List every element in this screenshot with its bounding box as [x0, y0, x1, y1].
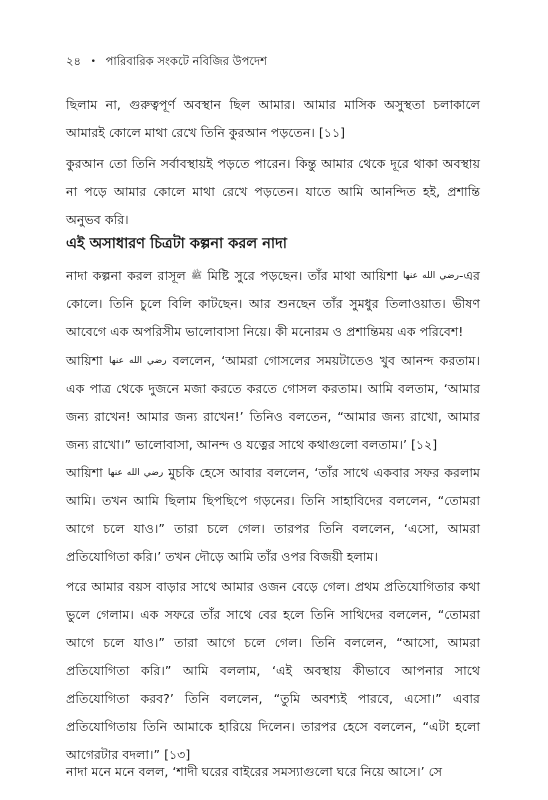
- book-page: [66, 0, 480, 800]
- paragraph-3: [66, 262, 480, 346]
- paragraph-3-text-1: নাদা কল্পনা করল রাসূল: [66, 268, 186, 283]
- paragraph-4-text-1: আয়িশা: [66, 353, 103, 368]
- paragraph-5-text-2: মুচকি হেসে আবার বললেন, ‘তাঁর সাথে একবার সফর করলাম আমি। তখন আমি ছিলাম ছিপছিপে গড়নের। তিনি সাহাবিদের বললেন, “তোমরা আগে চলে যাও।” তারা চলে গেল। তারপর তিনি বললেন, ‘এসো, আমরা প্রতিযোগিতা করি।’ তখন দৌড়ে আমি তাঁর ওপর বিজয়ী হলাম।: [66, 465, 480, 564]
- paragraph-4: [66, 347, 480, 459]
- page-number: ২৪: [66, 54, 81, 68]
- book-title: পারিবারিক সংকটে নবিজির উপদেশ: [105, 54, 267, 68]
- paragraph-1: ছিলাম না, গুরুত্বপূর্ণ অবস্থান ছিল আমার। আমার মাসিক অসুস্থতা চলাকালে আমারই কোলে মাথা রেখে তিনি কুরআন পড়তেন। [১১]: [66, 97, 480, 140]
- paragraph-5: [66, 459, 480, 571]
- header-bullet: •: [90, 57, 96, 67]
- paragraph-5-text-1: আয়িশা: [66, 465, 103, 480]
- paragraph-4-text-2: বললেন, ‘আমরা গোসলের সময়টাতেও খুব আনন্দ করতাম। এক পাত্র থেকে দুজনে মজা করতে করতে গোসল করতাম। আমি বলতাম, ‘আমার জন্য রাখেন! আমার জন্য রাখেন!’ তিনিও বলতেন, “আমার জন্য রাখো, আমার জন্য রাখো।” ভালোবাসা, আনন্দ ও যত্নের সাথে কথাগুলো বলতাম।’ [১২]: [66, 353, 480, 452]
- salutation-mark: ﷺ: [191, 271, 203, 281]
- paragraph-7: নাদা মনে মনে বলল, ‘শাদী ঘরের বাইরের সমস্যাগুলো ঘরে নিয়ে আসে।’ সে: [66, 764, 443, 779]
- honorific-mark: رضي الله عنها: [109, 356, 167, 366]
- running-header: [66, 53, 480, 70]
- section-heading: এই অসাধারণ চিত্রটা কল্পনা করল নাদা: [66, 236, 287, 252]
- paragraph-2: কুরআন তো তিনি সর্বাবস্থায়ই পড়তে পারেন। কিন্তু আমার থেকে দূরে থাকা অবস্থায় না পড়ে আমার কোলে মাথা রেখে পড়তেন। যাতে আমি আনন্দিত হই, প্রশান্তি অনুভব করি।: [66, 156, 480, 227]
- paragraph-6: পরে আমার বয়স বাড়ার সাথে আমার ওজন বেড়ে গেল। প্রথম প্রতিযোগিতার কথা ভুলে গেলাম। এক সফরে তাঁর সাথে বের হলে তিনি সাথিদের বললেন, “তোমরা আগে চলে যাও।” তারা আগে চলে গেল। তিনি বললেন, “আসো, আমরা প্রতিযোগিতা করি।” আমি বললাম, ‘এই অবস্থায় কীভাবে আপনার সাথে প্রতিযোগিতা করব?’ তিনি বললেন, “তুমি অবশ্যই পারবে, এসো।” এবার প্রতিযোগিতায় তিনি আমাকে হারিয়ে দিলেন। তারপর হেসে বললেন, “এটা হলো আগেরটার বদলা।” [১৩]: [66, 579, 480, 762]
- paragraph-3-text-3: -এর কোলে। তিনি চুলে বিলি কাটছেন। আর শুনছেন তাঁর সুমধুর তিলাওয়াত। ভীষণ আবেগে এক অপরিসীম ভালোবাসা নিয়ে। কী মনোরম ও প্রশান্তিময় এক পরিবেশ!: [66, 268, 480, 339]
- honorific-mark: رضي الله عنها: [107, 468, 164, 478]
- paragraph-3-text-2: মিষ্টি সুরে পড়ছেন। তাঁর মাথা আয়িশা: [207, 268, 398, 283]
- honorific-mark: رضي الله عنها: [403, 271, 459, 281]
